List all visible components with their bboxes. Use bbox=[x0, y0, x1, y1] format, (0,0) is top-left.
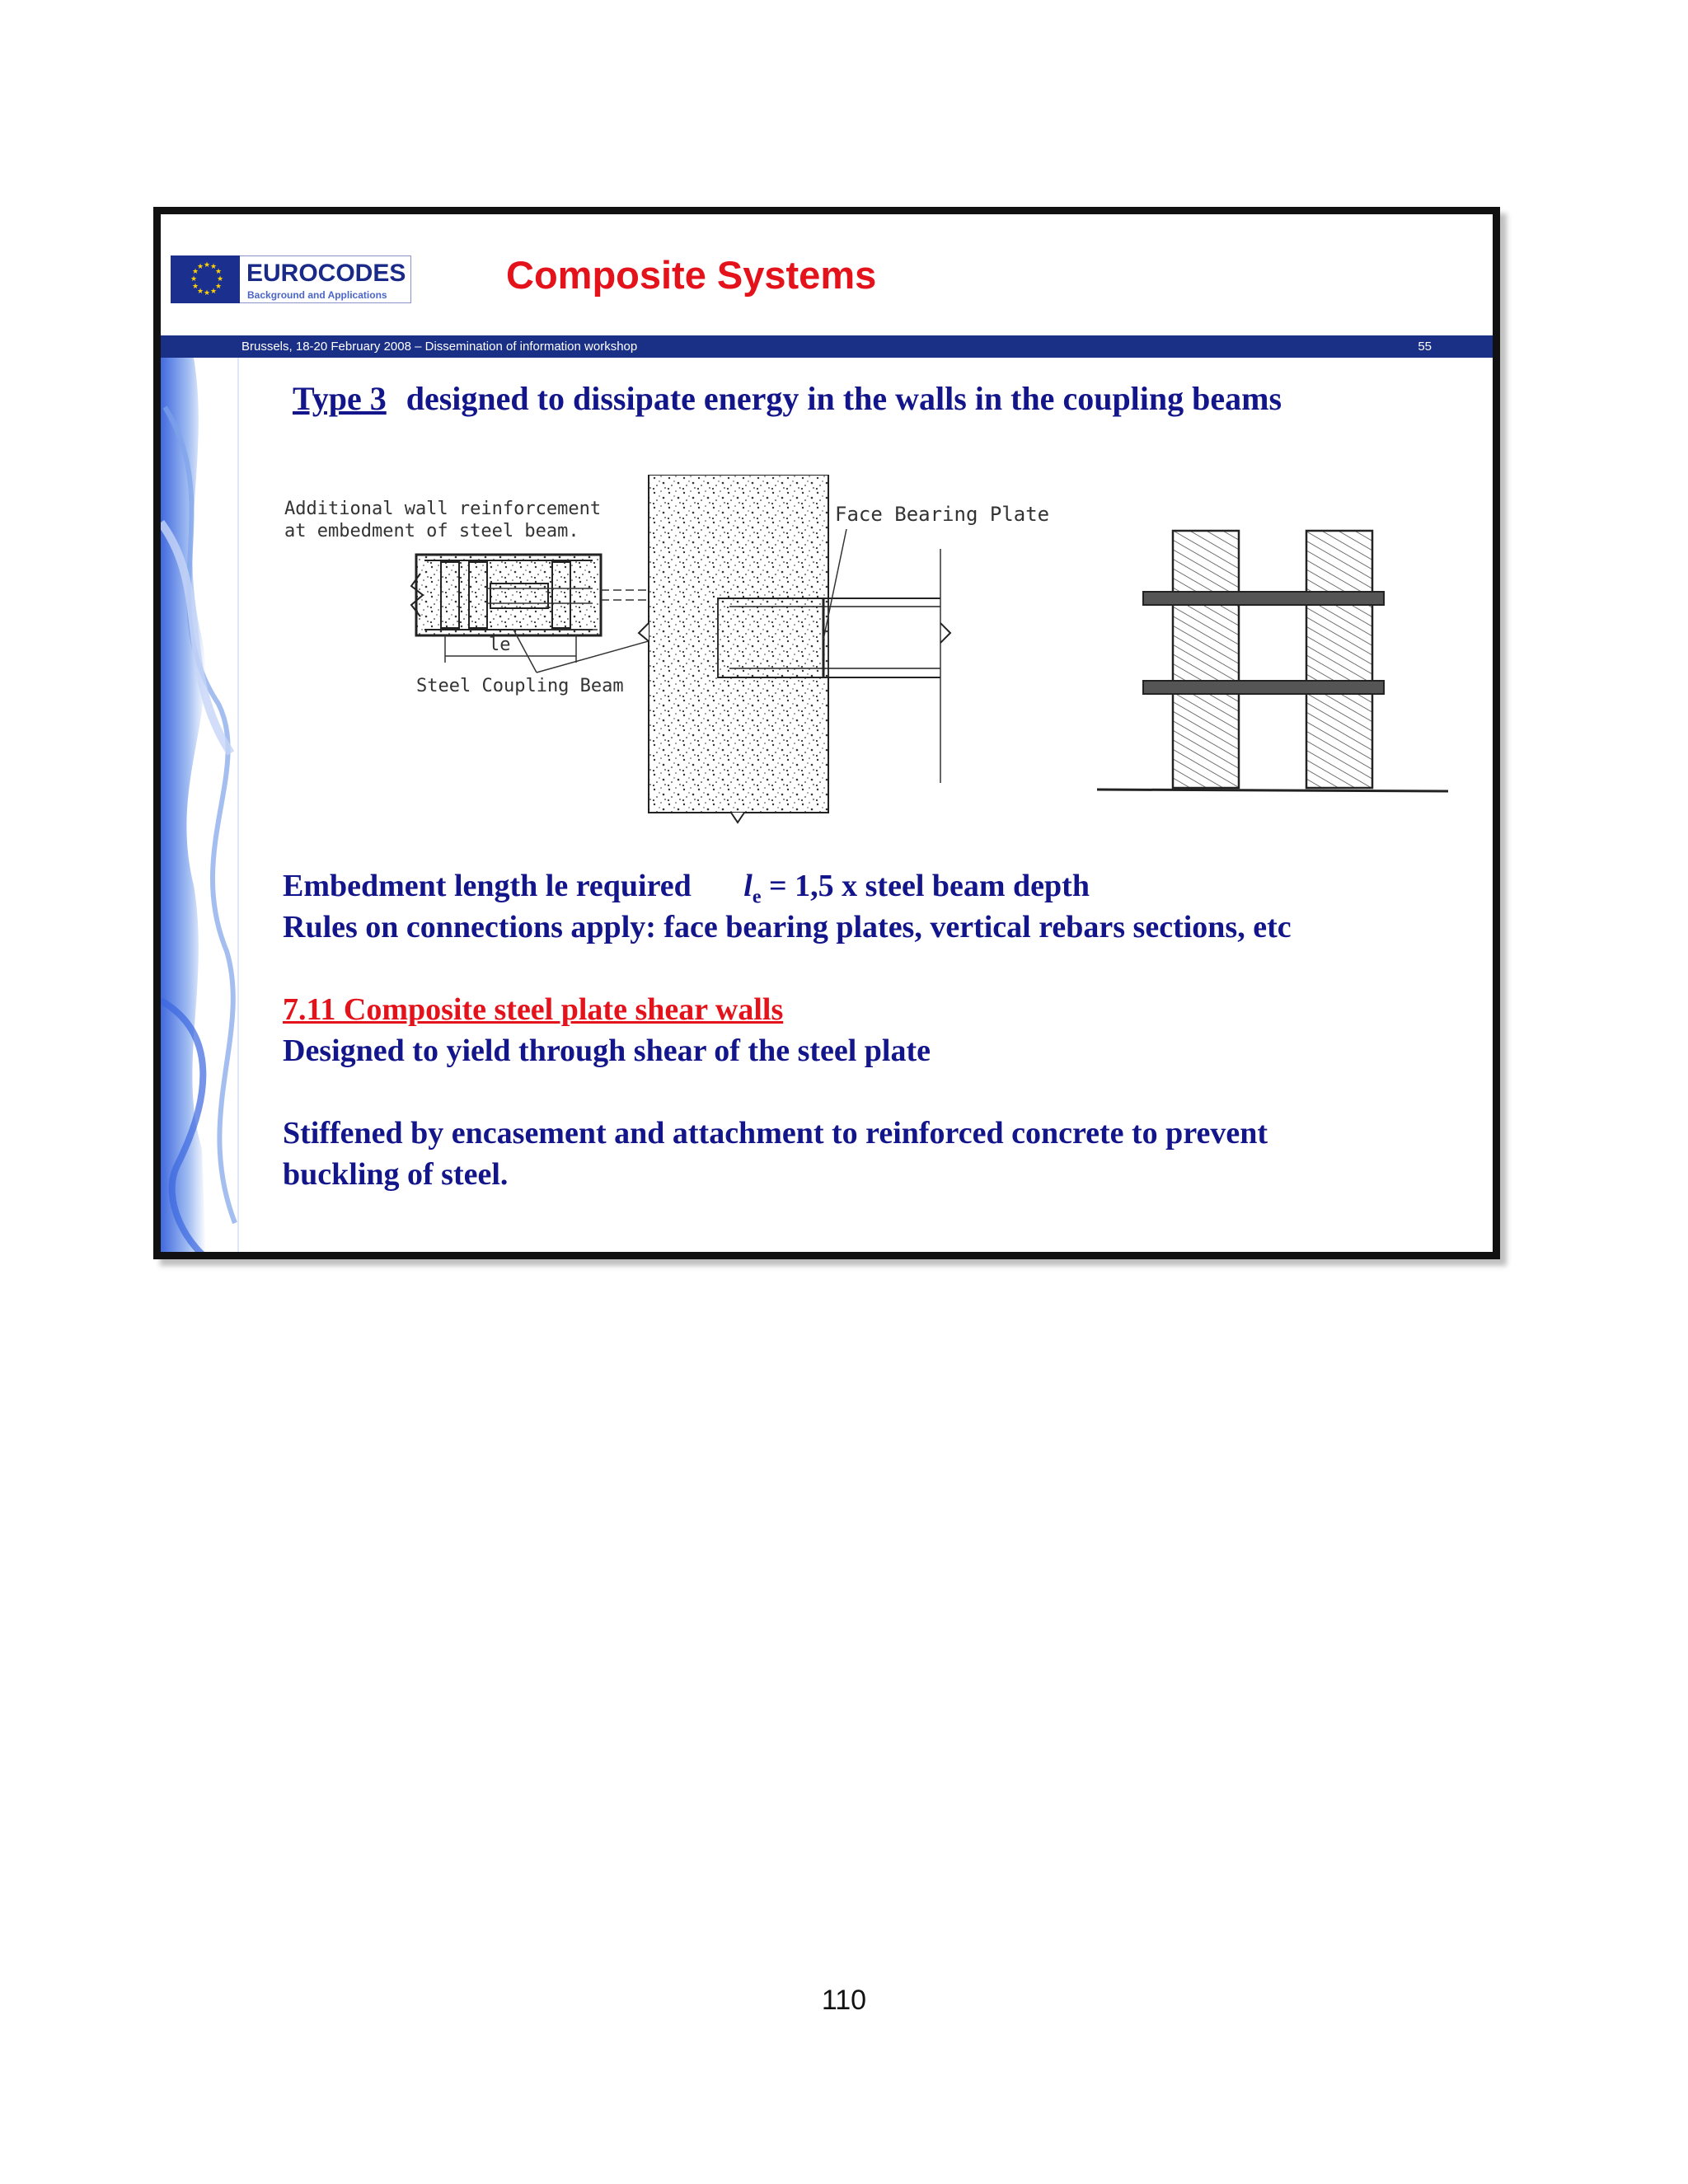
svg-text:★: ★ bbox=[210, 263, 218, 271]
svg-text:★: ★ bbox=[215, 283, 223, 291]
type-heading bbox=[293, 379, 1282, 418]
eurocodes-logo bbox=[240, 255, 411, 303]
type-label: Type 3 bbox=[293, 380, 387, 417]
designed-line: Designed to yield through shear of the steel plate bbox=[283, 1033, 931, 1068]
slide-title: Composite Systems bbox=[506, 253, 877, 297]
stiffened-line-1: Stiffened by encasement and attachment to reinforced concrete to prevent bbox=[283, 1116, 1268, 1151]
wall-elevation-detail bbox=[639, 475, 1049, 823]
svg-text:★: ★ bbox=[217, 275, 224, 284]
stiffened-line-2: buckling of steel. bbox=[283, 1157, 509, 1192]
svg-text:★: ★ bbox=[192, 283, 199, 291]
svg-text:★: ★ bbox=[190, 275, 198, 284]
info-bar bbox=[161, 335, 1493, 358]
embedment-text: Embedment length le required bbox=[283, 869, 692, 903]
le-label: le bbox=[489, 635, 511, 655]
additional-reinforcement-label-2: at embedment of steel beam. bbox=[284, 521, 579, 541]
eu-flag-icon bbox=[171, 255, 240, 303]
formula-variable: l bbox=[743, 869, 753, 903]
svg-text:★: ★ bbox=[204, 289, 211, 298]
le-formula bbox=[743, 868, 1090, 909]
svg-text:★: ★ bbox=[197, 263, 204, 271]
slide bbox=[153, 207, 1500, 1259]
formula-subscript: e bbox=[752, 886, 762, 908]
section-heading: 7.11 Composite steel plate shear walls bbox=[283, 992, 784, 1027]
slide-number: 55 bbox=[1418, 340, 1432, 354]
left-decoration bbox=[161, 358, 240, 1259]
logo-title: EUROCODES bbox=[246, 260, 406, 287]
formula-rest: = 1,5 x steel beam depth bbox=[761, 869, 1090, 903]
type-text: designed to dissipate energy in the walls in the coupling beams bbox=[406, 380, 1282, 417]
steel-coupling-beam-label: Steel Coupling Beam bbox=[416, 676, 624, 696]
coupled-walls-diagram bbox=[1097, 531, 1448, 791]
svg-text:★: ★ bbox=[204, 261, 211, 269]
logo-subtitle: Background and Applications bbox=[247, 289, 387, 301]
rules-line: Rules on connections apply: face bearing plates, vertical rebars sections, etc bbox=[283, 910, 1292, 944]
page-number: 110 bbox=[821, 1985, 867, 2016]
face-bearing-plate-label: Face Bearing Plate bbox=[835, 503, 1050, 526]
coupling-beam-diagram bbox=[251, 475, 1479, 837]
svg-text:★: ★ bbox=[192, 268, 199, 276]
additional-reinforcement-label-1: Additional wall reinforcement bbox=[284, 499, 602, 519]
slide-header bbox=[161, 214, 1493, 335]
svg-text:★: ★ bbox=[215, 268, 223, 276]
svg-text:★: ★ bbox=[197, 288, 204, 296]
svg-text:★: ★ bbox=[210, 288, 218, 296]
embedment-line bbox=[283, 868, 1090, 909]
info-bar-text: Brussels, 18-20 February 2008 – Dissemination of information workshop bbox=[241, 340, 638, 354]
